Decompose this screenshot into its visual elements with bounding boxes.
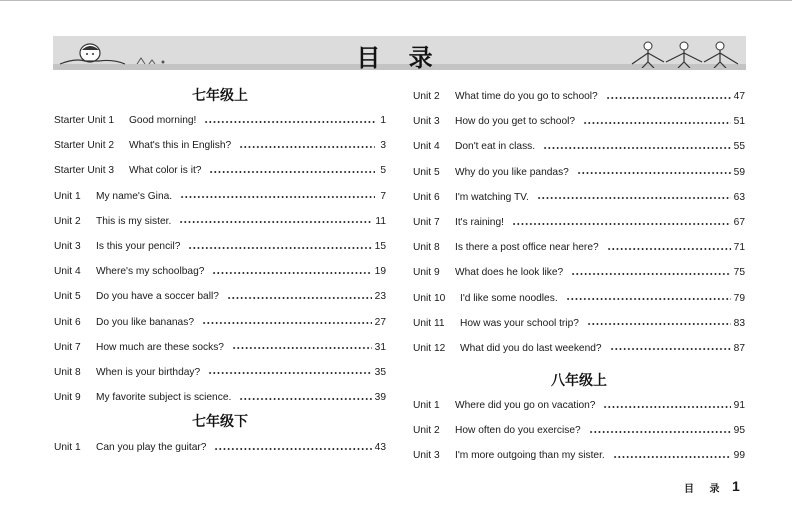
section-heading-grade8-up: 八年级上 — [551, 373, 607, 390]
unit-label: Unit 8 — [413, 242, 440, 254]
section-heading-grade7-up: 七年级上 — [192, 88, 248, 104]
unit-title: My name's Gina. — [96, 190, 173, 202]
dot-leader — [188, 247, 371, 249]
unit-title: What time do you go to school? — [455, 91, 598, 102]
toc-entry[interactable] — [413, 210, 745, 235]
unit-title: Where did you go on vacation? — [455, 400, 596, 412]
dot-leader — [603, 406, 730, 408]
dot-leader — [209, 171, 375, 173]
toc-entry[interactable] — [413, 443, 745, 468]
unit-title: What's this in English? — [129, 140, 232, 152]
page-number: 23 — [374, 291, 386, 303]
unit-title: It's raining! — [455, 216, 504, 228]
toc-entry[interactable] — [413, 336, 745, 361]
page-number: 63 — [733, 191, 745, 203]
unit-label: Unit 9 — [54, 392, 81, 404]
dot-leader — [610, 348, 731, 350]
toc-entry[interactable] — [413, 185, 745, 210]
unit-title: Do you like bananas? — [96, 316, 194, 328]
unit-title: Can you play the guitar? — [96, 442, 207, 454]
page-number: 27 — [374, 316, 386, 328]
page-number: 95 — [733, 425, 745, 437]
unit-label: Unit 2 — [413, 425, 440, 437]
page-number: 87 — [733, 342, 745, 354]
unit-label: Starter Unit 3 — [54, 165, 115, 177]
dot-leader — [583, 122, 731, 124]
unit-label: Unit 2 — [54, 215, 81, 227]
page-number: 59 — [733, 166, 745, 178]
page-title: 目 录 — [356, 44, 443, 72]
page-number: 67 — [733, 216, 745, 228]
page-number: 19 — [374, 266, 386, 278]
dot-leader — [589, 431, 731, 433]
unit-title: How was your school trip? — [460, 317, 579, 329]
toc-entry[interactable] — [54, 335, 386, 360]
top-rule — [0, 0, 792, 1]
toc-entry[interactable] — [413, 160, 745, 185]
toc-entry[interactable] — [54, 259, 386, 284]
toc-entry[interactable] — [54, 158, 386, 183]
page-number: 43 — [374, 442, 386, 454]
unit-label: Unit 1 — [413, 400, 440, 412]
toc-entry[interactable] — [54, 209, 386, 234]
unit-title: I'm watching TV. — [455, 191, 529, 203]
unit-label: Starter Unit 2 — [54, 140, 115, 152]
page-number: 3 — [380, 140, 386, 152]
footer-label: 目 录 — [684, 484, 726, 495]
dot-leader — [214, 448, 371, 450]
unit-label: Unit 1 — [54, 190, 81, 202]
unit-title: I'm more outgoing than my sister. — [455, 450, 605, 462]
unit-title: How do you get to school? — [455, 116, 576, 128]
unit-title: Is there a post office near here? — [455, 242, 599, 254]
unit-label: Unit 5 — [413, 166, 440, 178]
unit-label: Unit 3 — [54, 240, 81, 252]
page-number: 51 — [733, 116, 745, 128]
page-number: 47 — [733, 91, 745, 102]
unit-label: Unit 7 — [54, 341, 81, 353]
toc-entry[interactable] — [413, 418, 745, 443]
unit-label: Unit 6 — [54, 316, 81, 328]
unit-title: How often do you exercise? — [455, 425, 581, 437]
dot-leader — [232, 347, 372, 349]
page-number: 99 — [733, 450, 745, 462]
dot-leader — [239, 398, 371, 400]
page-number: 75 — [733, 267, 745, 279]
unit-label: Unit 10 — [413, 292, 446, 304]
toc-entry[interactable] — [413, 393, 745, 418]
toc-column-right — [413, 84, 745, 469]
dot-leader — [543, 147, 731, 149]
unit-label: Unit 4 — [54, 266, 81, 278]
unit-title: Where's my schoolbag? — [96, 266, 205, 278]
unit-label: Unit 6 — [413, 191, 440, 203]
toc-column-left — [54, 84, 386, 460]
unit-title: Is this your pencil? — [96, 240, 181, 252]
footer-page-number: 1 — [732, 478, 740, 494]
page-number: 7 — [380, 190, 386, 202]
unit-label: Unit 8 — [54, 366, 81, 378]
unit-title: Why do you like pandas? — [455, 166, 569, 178]
dot-leader — [607, 248, 731, 250]
unit-title: What color is it? — [129, 165, 202, 177]
toc-entry[interactable] — [413, 311, 745, 336]
unit-title: I'd like some noodles. — [460, 292, 558, 304]
toc-entry[interactable] — [54, 133, 386, 158]
dot-leader — [208, 372, 371, 374]
toc-entry[interactable] — [54, 184, 386, 209]
toc-entry[interactable] — [54, 310, 386, 335]
unit-label: Unit 9 — [413, 267, 440, 279]
page-number: 5 — [380, 165, 386, 177]
toc-entry[interactable] — [413, 260, 745, 285]
toc-entry[interactable] — [54, 435, 386, 460]
toc-entry[interactable] — [413, 286, 745, 311]
unit-label: Unit 1 — [54, 442, 81, 454]
title-banner — [53, 36, 746, 70]
dot-leader — [587, 323, 731, 325]
page-number: 1 — [380, 115, 386, 126]
dot-leader — [571, 273, 730, 275]
page-number: 91 — [733, 400, 745, 412]
page-number: 35 — [374, 366, 386, 378]
dot-leader — [202, 322, 372, 324]
dot-leader — [180, 196, 375, 198]
dot-leader — [204, 121, 375, 123]
unit-title: Do you have a soccer ball? — [96, 291, 219, 303]
page-number: 83 — [733, 317, 745, 329]
toc-entry[interactable] — [54, 108, 386, 133]
unit-label: Starter Unit 1 — [54, 115, 115, 126]
dot-leader — [227, 297, 372, 299]
dot-leader — [613, 456, 731, 458]
toc-entry[interactable] — [54, 360, 386, 385]
dot-leader — [179, 221, 372, 223]
unit-title: When is your birthday? — [96, 366, 201, 378]
unit-title: What did you do last weekend? — [460, 342, 602, 354]
unit-title: What does he look like? — [455, 267, 564, 279]
unit-label: Unit 3 — [413, 450, 440, 462]
dot-leader — [212, 272, 371, 274]
unit-label: Unit 5 — [54, 291, 81, 303]
dot-leader — [566, 298, 731, 300]
dot-leader — [606, 97, 731, 99]
toc-entry[interactable] — [413, 235, 745, 260]
dot-leader — [537, 197, 731, 199]
children-illustration — [624, 40, 742, 68]
toc-entry[interactable] — [54, 385, 386, 410]
unit-title: This is my sister. — [96, 215, 172, 227]
toc-entry[interactable] — [54, 284, 386, 309]
unit-title: How much are these socks? — [96, 341, 224, 353]
unit-title: Don't eat in class. — [455, 141, 536, 153]
unit-label: Unit 2 — [413, 91, 440, 102]
toc-entry[interactable] — [413, 109, 745, 134]
page-number: 11 — [375, 215, 386, 227]
section-heading-grade7-down: 七年级下 — [192, 414, 248, 431]
unit-label: Unit 4 — [413, 141, 440, 153]
page-number: 31 — [374, 341, 386, 353]
toc-entry[interactable] — [413, 84, 745, 109]
unit-label: Unit 12 — [413, 342, 446, 354]
unit-label: Unit 11 — [413, 317, 445, 329]
page-number: 71 — [733, 242, 745, 254]
unit-label: Unit 3 — [413, 116, 440, 128]
dot-leader — [239, 146, 375, 148]
dot-leader — [512, 223, 731, 225]
toc-entry[interactable] — [54, 234, 386, 259]
unit-label: Unit 7 — [413, 216, 440, 228]
page-number: 79 — [733, 292, 745, 304]
page-number: 55 — [733, 141, 745, 153]
dot-leader — [577, 172, 731, 174]
unit-title: Good morning! — [129, 115, 197, 126]
unit-title: My favorite subject is science. — [96, 392, 232, 404]
toc-entry[interactable] — [413, 134, 745, 159]
page-number: 39 — [374, 392, 386, 404]
page-number: 15 — [374, 240, 386, 252]
